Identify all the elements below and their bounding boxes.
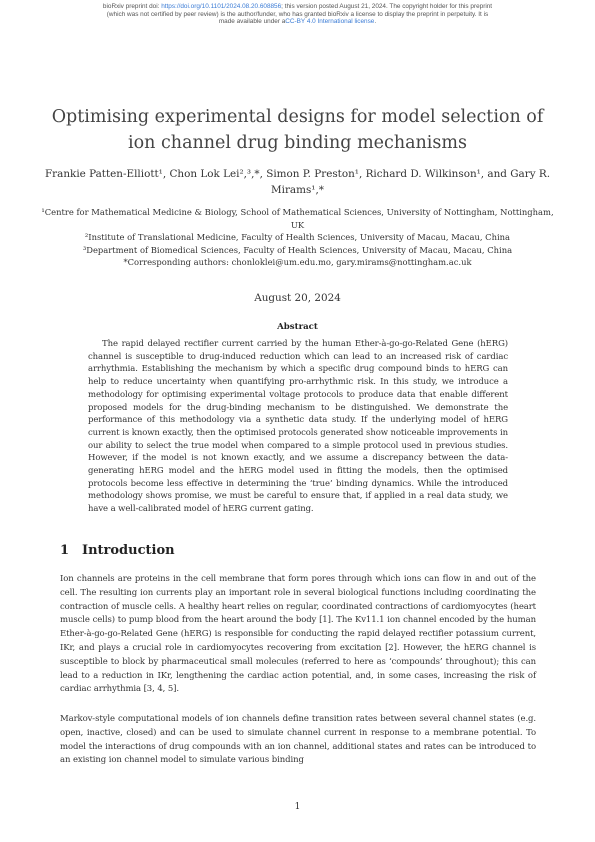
banner-line-1: bioRxiv preprint doi: https://doi.org/10.1101/2024.08.20.608856; this version posted August 21, 2024. The copyright holder for this preprint <box>102 3 493 10</box>
doi-link[interactable]: https://doi.org/10.1101/2024.08.20.608856 <box>161 3 282 10</box>
preprint-banner <box>0 3 595 26</box>
abstract-text: The rapid delayed rectifier current carried by the human Ether-à-go-go-Related Gene (hERG) channel is susceptible to drug-induced reduction which can lead to an increased risk of cardiac arrhythmia. Establishing the mechanism by which a specific drug compound binds to hERG can help to reduce uncertainty when quantifying pro-arrhythmic risk. In this study, we introduce a methodology for optimising experimental voltage protocols to produce data that enable different proposed models for the drug-binding mechanism to be distinguished. We demonstrate the performance of this methodology via a synthetic data study. If the underlying model of hERG current is known exactly, then the optimised protocols generated show noticeable improvements in our ability to select the true model when compared to a simple protocol used in previous studies. However, if the model is not known exactly, and we assume a discrepancy between the data-generating hERG model and the hERG model used in fitting the models, then the optimised protocols become less effective in determining the ‘true’ binding dynamics. While the introduced methodology shows promise, we must be careful to ensure that, if applied in a real data study, we have a well-calibrated model of hERG current gating. <box>88 339 508 515</box>
affiliation-2: ²Institute of Translational Medicine, Faculty of Health Sciences, University of Macau, Macau, China <box>84 232 511 243</box>
affiliation-1: ¹Centre for Mathematical Medicine & Biology, School of Mathematical Sciences, University of Nottingham, Nottingham, UK <box>41 207 554 230</box>
section-number: 1 <box>60 543 70 558</box>
page-number: 1 <box>294 802 301 812</box>
body-paragraph-1: Ion channels are proteins in the cell membrane that form pores through which ions can flow in and out of the cell. The resulting ion currents play an important role in several biological functions including coordinating the contraction of muscle cells. A healthy heart relies on regular, coordinated contractions of cardiomyocytes (heart muscle cells) to pump blood from the heart around the body [1]. The Kv11.1 ion channel encoded by the human Ether-à-go-go-Related Gene (hERG) is responsible for conducting the rapid delayed rectifier potassium current, IKr, and plays a crucial role in cardiomyocytes recovering from excitation [2]. However, the hERG channel is susceptible to block by pharmaceutical small molecules (referred to here as ‘compounds’ throughout); this can lead to a reduction in IKr, lengthening the cardiac action potential, and, in some cases, increasing the risk of cardiac arrhythmia [3, 4, 5]. <box>60 574 536 695</box>
license-link[interactable]: CC-BY 4.0 International license <box>285 18 375 26</box>
author-list: Frankie Patten-Elliott¹, Chon Lok Lei²,³,*, Simon P. Preston¹, Richard D. Wilkinson¹, and Gary R. Mirams¹,* <box>44 168 551 196</box>
section-title: Introduction <box>82 543 175 558</box>
body-paragraph-2: Markov-style computational models of ion channels define transition rates between several channel states (e.g. open, inactive, closed) and can be used to simulate channel current in response to a membrane potential. To model the interactions of drug compounds with an ion channel, additional states and rates can be introduced to an existing ion channel model to simulate various binding <box>60 714 536 766</box>
banner-line-3: made available under aCC-BY 4.0 International license. <box>218 18 377 26</box>
publication-date: August 20, 2024 <box>254 292 341 304</box>
corresponding-authors: *Corresponding authors: chonloklei@um.edu.mo, gary.mirams@nottingham.ac.uk <box>123 257 472 268</box>
abstract-heading: Abstract <box>277 322 318 332</box>
banner-line-2: (which was not certified by peer review) is the author/funder, who has granted bioRxiv a license to display the preprint in perpetuity. It is <box>106 10 489 18</box>
affiliation-3: ³Department of Biomedical Sciences, Faculty of Health Sciences, University of Macau, Macau, China <box>82 244 513 255</box>
paper-title: Optimising experimental designs for model selection of ion channel drug binding mechanisms <box>51 107 544 153</box>
affiliations <box>40 206 555 269</box>
section-heading <box>60 543 175 558</box>
